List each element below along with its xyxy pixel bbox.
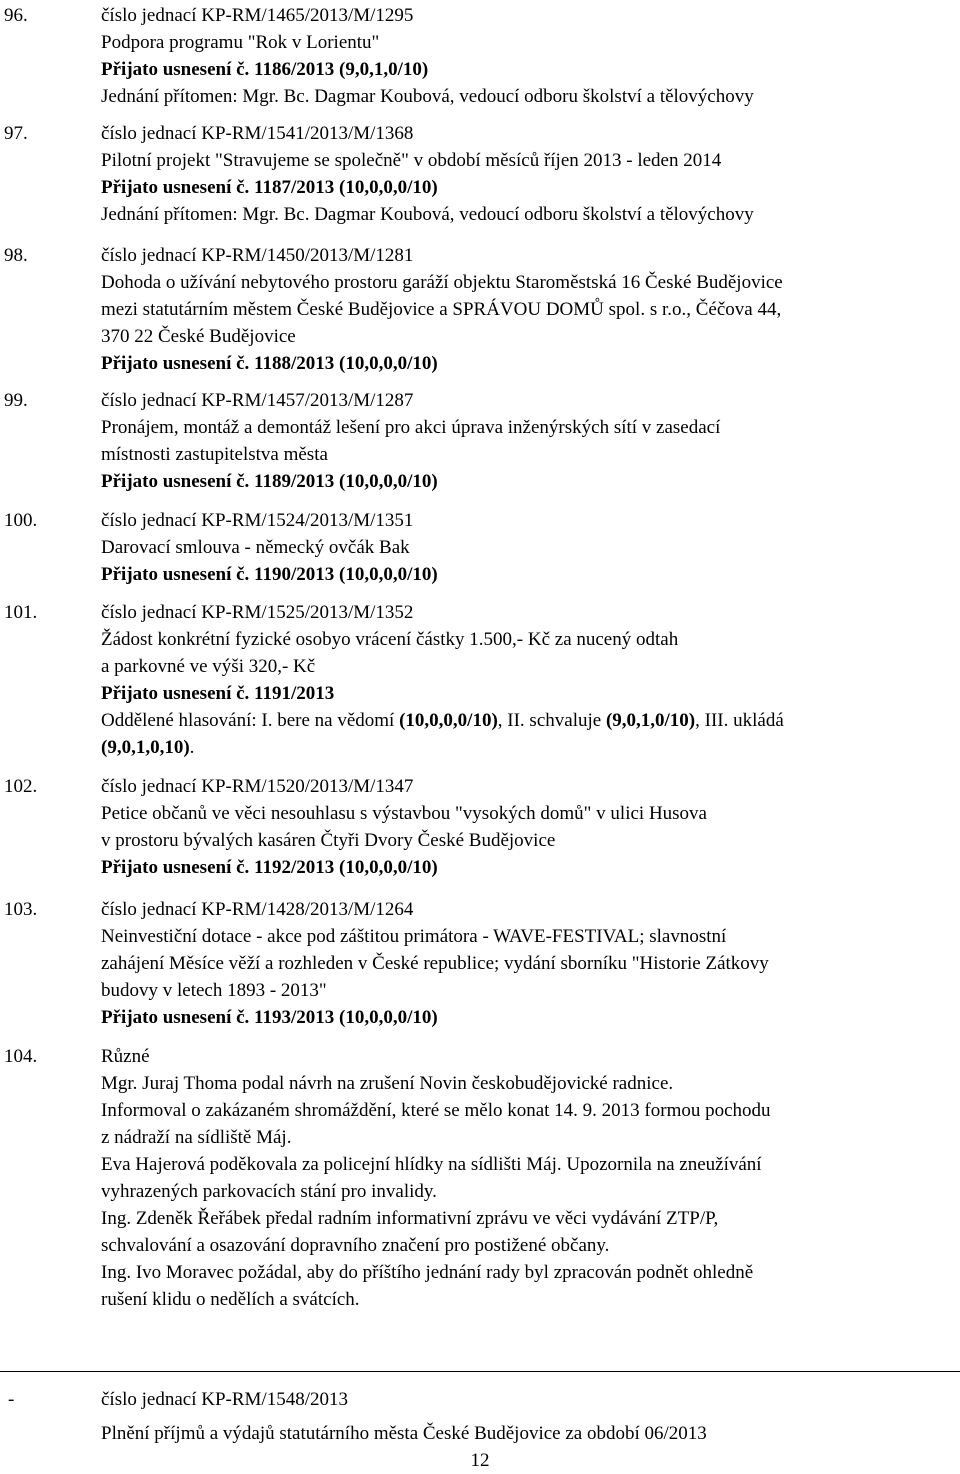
separate-voting bbox=[101, 707, 954, 734]
voting-label: Oddělené hlasování: I. bere na vědomí bbox=[101, 710, 400, 731]
item-reference: číslo jednací KP-RM/1457/2013/M/1287 bbox=[101, 390, 414, 411]
item-title: Darovací smlouva - německý ovčák Bak bbox=[101, 537, 410, 558]
footnote-title: Plnění příjmů a výdajů statutárního města České Budějovice za období 06/2013 bbox=[101, 1423, 707, 1444]
item-number: 98. bbox=[4, 245, 28, 266]
item-resolution: Přijato usnesení č. 1192/2013 (10,0,0,0/10) bbox=[101, 857, 438, 878]
item-heading: Různé bbox=[101, 1046, 150, 1067]
voting-result-2: (9,0,1,0/10) bbox=[605, 710, 696, 731]
misc-line: Eva Hajerová poděkovala za policejní hlídky na sídlišti Máj. Upozornila na zneužívání bbox=[101, 1154, 762, 1175]
misc-line: Ing. Zdeněk Řeřábek předal radním informativní zprávu ve věci vydávání ZTP/P, bbox=[101, 1208, 719, 1229]
item-resolution: Přijato usnesení č. 1193/2013 (10,0,0,0/10) bbox=[101, 1007, 438, 1028]
voting-end: . bbox=[189, 737, 195, 758]
item-title-line: Žádost konkrétní fyzické osobyo vrácení částky 1.500,- Kč za nucený odtah bbox=[101, 629, 679, 650]
item-reference: číslo jednací KP-RM/1520/2013/M/1347 bbox=[101, 776, 414, 797]
voting-result-1: (10,0,0,0/10) bbox=[399, 710, 498, 731]
misc-line: Informoval o zakázaném shromáždění, které se mělo konat 14. 9. 2013 formou pochodu bbox=[101, 1100, 771, 1121]
item-title-line: budovy v letech 1893 - 2013" bbox=[101, 980, 327, 1001]
item-reference: číslo jednací KP-RM/1525/2013/M/1352 bbox=[101, 602, 414, 623]
item-title-line: Petice občanů ve věci nesouhlasu s výstavbou "vysokých domů" v ulici Husova bbox=[101, 803, 707, 824]
footnote-dash: - bbox=[8, 1389, 15, 1410]
item-title-line: zahájení Měsíce věží a rozhleden v České republice; vydání sborníku "Historie Zátkovy bbox=[101, 953, 769, 974]
item-number: 99. bbox=[4, 390, 28, 411]
item-title-line: mezi statutárním městem České Budějovice a SPRÁVOU DOMŮ spol. s r.o., Čéčova 44, bbox=[101, 299, 782, 320]
misc-line: vyhrazených parkovacích stání pro invalidy. bbox=[101, 1181, 437, 1202]
item-number: 100. bbox=[4, 510, 38, 531]
item-reference: číslo jednací KP-RM/1541/2013/M/1368 bbox=[101, 123, 414, 144]
misc-line: Mgr. Juraj Thoma podal návrh na zrušení Novin českobudějovické radnice. bbox=[101, 1073, 674, 1094]
voting-label-3: , III. ukládá bbox=[695, 710, 784, 731]
item-resolution: Přijato usnesení č. 1187/2013 (10,0,0,0/10) bbox=[101, 177, 438, 198]
item-number: 96. bbox=[4, 5, 28, 26]
footnote-reference: číslo jednací KP-RM/1548/2013 bbox=[101, 1389, 348, 1410]
item-title-line: Pronájem, montáž a demontáž lešení pro akci úprava inženýrských sítí v zasedací bbox=[101, 417, 721, 438]
item-title-line: a parkovné ve výši 320,- Kč bbox=[101, 656, 316, 677]
item-number: 97. bbox=[4, 123, 28, 144]
item-number: 103. bbox=[4, 899, 38, 920]
item-resolution: Přijato usnesení č. 1191/2013 bbox=[101, 683, 335, 704]
item-reference: číslo jednací KP-RM/1450/2013/M/1281 bbox=[101, 245, 414, 266]
item-present: Jednání přítomen: Mgr. Bc. Dagmar Koubová, vedoucí odboru školství a tělovýchovy bbox=[101, 204, 754, 225]
misc-line: rušení klidu o nedělích a svátcích. bbox=[101, 1289, 360, 1310]
item-resolution: Přijato usnesení č. 1186/2013 (9,0,1,0/10) bbox=[101, 59, 429, 80]
item-title: Podpora programu "Rok v Lorientu" bbox=[101, 32, 380, 53]
voting-label-2: , II. schvaluje bbox=[497, 710, 606, 731]
item-reference: číslo jednací KP-RM/1428/2013/M/1264 bbox=[101, 899, 414, 920]
voting-result-3: (9,0,1,0,10) bbox=[101, 737, 190, 758]
item-number: 102. bbox=[4, 776, 38, 797]
item-present: Jednání přítomen: Mgr. Bc. Dagmar Koubová, vedoucí odboru školství a tělovýchovy bbox=[101, 86, 754, 107]
item-title: Pilotní projekt "Stravujeme se společně" v období měsíců říjen 2013 - leden 2014 bbox=[101, 150, 722, 171]
item-number: 101. bbox=[4, 602, 38, 623]
item-reference: číslo jednací KP-RM/1465/2013/M/1295 bbox=[101, 5, 414, 26]
item-title-line: Neinvestiční dotace - akce pod záštitou primátora - WAVE-FESTIVAL; slavnostní bbox=[101, 926, 727, 947]
misc-line: schvalování a osazování dopravního značení pro postižené občany. bbox=[101, 1235, 610, 1256]
item-title-line: 370 22 České Budějovice bbox=[101, 326, 296, 347]
item-reference: číslo jednací KP-RM/1524/2013/M/1351 bbox=[101, 510, 414, 531]
separate-voting-cont bbox=[101, 734, 954, 761]
page-number: 12 bbox=[470, 1450, 490, 1471]
item-resolution: Přijato usnesení č. 1190/2013 (10,0,0,0/10) bbox=[101, 564, 438, 585]
item-number: 104. bbox=[4, 1046, 38, 1067]
item-title-line: v prostoru bývalých kasáren Čtyři Dvory České Budějovice bbox=[101, 830, 556, 851]
misc-line: z nádraží na sídliště Máj. bbox=[101, 1127, 292, 1148]
item-resolution: Přijato usnesení č. 1188/2013 (10,0,0,0/10) bbox=[101, 353, 438, 374]
item-title-line: místnosti zastupitelstva města bbox=[101, 444, 328, 465]
divider-line bbox=[0, 1371, 960, 1372]
item-title-line: Dohoda o užívání nebytového prostoru garáží objektu Staroměstská 16 České Budějovice bbox=[101, 272, 783, 293]
item-resolution: Přijato usnesení č. 1189/2013 (10,0,0,0/10) bbox=[101, 471, 438, 492]
misc-line: Ing. Ivo Moravec požádal, aby do příštího jednání rady byl zpracován podnět ohledně bbox=[101, 1262, 754, 1283]
